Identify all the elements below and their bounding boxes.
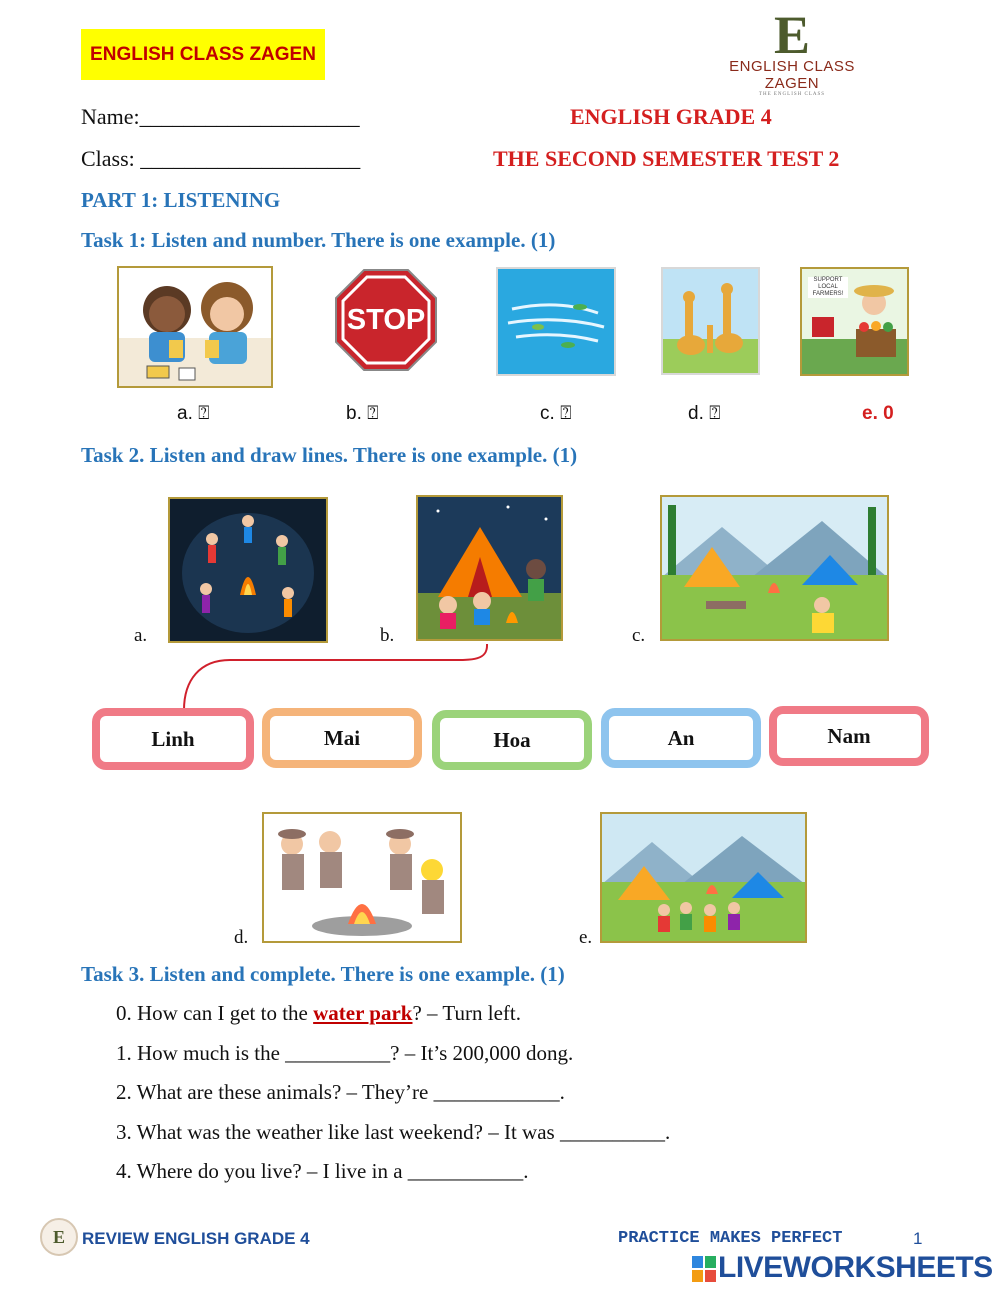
liveworksheets-logo-icon xyxy=(692,1256,716,1282)
name-box-nam[interactable]: Nam xyxy=(769,706,929,766)
class-field[interactable]: Class: ____________________ xyxy=(81,146,361,171)
option-b[interactable] xyxy=(346,403,379,425)
page-title: ENGLISH GRADE 4 xyxy=(570,104,772,129)
giraffes-picture xyxy=(661,267,760,375)
farmer-sign-text: SUPPORT LOCAL FARMERS! xyxy=(808,277,848,298)
scouts-campfire-picture xyxy=(262,812,462,943)
windy-picture xyxy=(496,267,616,376)
answer-box-icon[interactable]: ⍰ xyxy=(560,403,572,424)
option-a-label: a. xyxy=(177,403,199,424)
task3-heading: Task 3. Listen and complete. There is one example. (1) xyxy=(81,962,565,986)
logo-letter: E xyxy=(773,5,811,65)
part-heading: PART 1: LISTENING xyxy=(81,188,281,212)
page-subtitle: THE SECOND SEMESTER TEST 2 xyxy=(493,146,840,171)
farmer-picture xyxy=(800,267,909,376)
option-e-example: e. 0 xyxy=(862,403,894,424)
stop-sign-text: STOP xyxy=(346,304,426,336)
name-box-hoa[interactable]: Hoa xyxy=(432,710,592,770)
stop-sign-picture xyxy=(334,268,438,372)
example-question-end: ? – Turn left. xyxy=(412,1001,521,1025)
picture-label-e: e. xyxy=(579,927,593,948)
question-3[interactable]: 3. What was the weather like last weekend? – It was __________. xyxy=(116,1120,671,1144)
task1-heading: Task 1: Listen and number. There is one example. (1) xyxy=(81,228,556,252)
example-question-text: 0. How can I get to the xyxy=(116,1001,314,1025)
class-badge: ENGLISH CLASS ZAGEN xyxy=(81,29,325,80)
example-answer: water park xyxy=(313,1001,413,1025)
task2-heading: Task 2. Listen and draw lines. There is one example. (1) xyxy=(81,443,578,467)
answer-box-icon[interactable]: ⍰ xyxy=(198,403,210,424)
answer-box-icon[interactable]: ⍰ xyxy=(367,403,379,424)
option-d-label: d. xyxy=(688,403,710,424)
picture-label-a: a. xyxy=(134,625,148,646)
name-box-mai[interactable]: Mai xyxy=(262,708,422,768)
name-box-an[interactable]: An xyxy=(601,708,761,768)
kids-playing-cards-picture xyxy=(117,266,273,388)
question-2[interactable]: 2. What are these animals? – They’re ____________. xyxy=(116,1080,565,1104)
footer-left: REVIEW ENGLISH GRADE 4 xyxy=(82,1229,310,1248)
option-b-label: b. xyxy=(346,403,368,424)
option-c-label: c. xyxy=(540,403,561,424)
picture-label-b: b. xyxy=(380,625,395,646)
campfire-dance-picture xyxy=(168,497,328,643)
liveworksheets-brand[interactable]: LIVEWORKSHEETS xyxy=(718,1251,993,1284)
kids-tent-night-picture xyxy=(416,495,563,641)
camp-singing-picture xyxy=(600,812,807,943)
logo-subtext: THE ENGLISH CLASS xyxy=(758,92,826,97)
camp-photographer-picture xyxy=(660,495,889,641)
answer-box-icon[interactable]: ⍰ xyxy=(709,403,721,424)
picture-label-d: d. xyxy=(234,927,249,948)
question-4[interactable]: 4. Where do you live? – I live in a ___________. xyxy=(116,1159,529,1183)
option-d[interactable] xyxy=(688,403,721,425)
option-c[interactable] xyxy=(540,403,571,425)
name-field[interactable]: Name:____________________ xyxy=(81,104,360,129)
footer-logo-icon xyxy=(40,1218,78,1256)
picture-label-c: c. xyxy=(632,625,646,646)
page-number: 1 xyxy=(913,1229,923,1248)
option-a[interactable] xyxy=(177,403,210,425)
example-question xyxy=(116,1001,521,1026)
school-logo xyxy=(712,5,872,97)
logo-text: ENGLISH CLASS ZAGEN xyxy=(729,58,855,92)
footer-right: PRACTICE MAKES PERFECT xyxy=(618,1229,843,1248)
footer-logo-letter: E xyxy=(52,1227,65,1247)
name-box-linh[interactable]: Linh xyxy=(92,708,254,770)
question-1[interactable]: 1. How much is the __________? – It’s 200,000 dong. xyxy=(116,1041,574,1065)
